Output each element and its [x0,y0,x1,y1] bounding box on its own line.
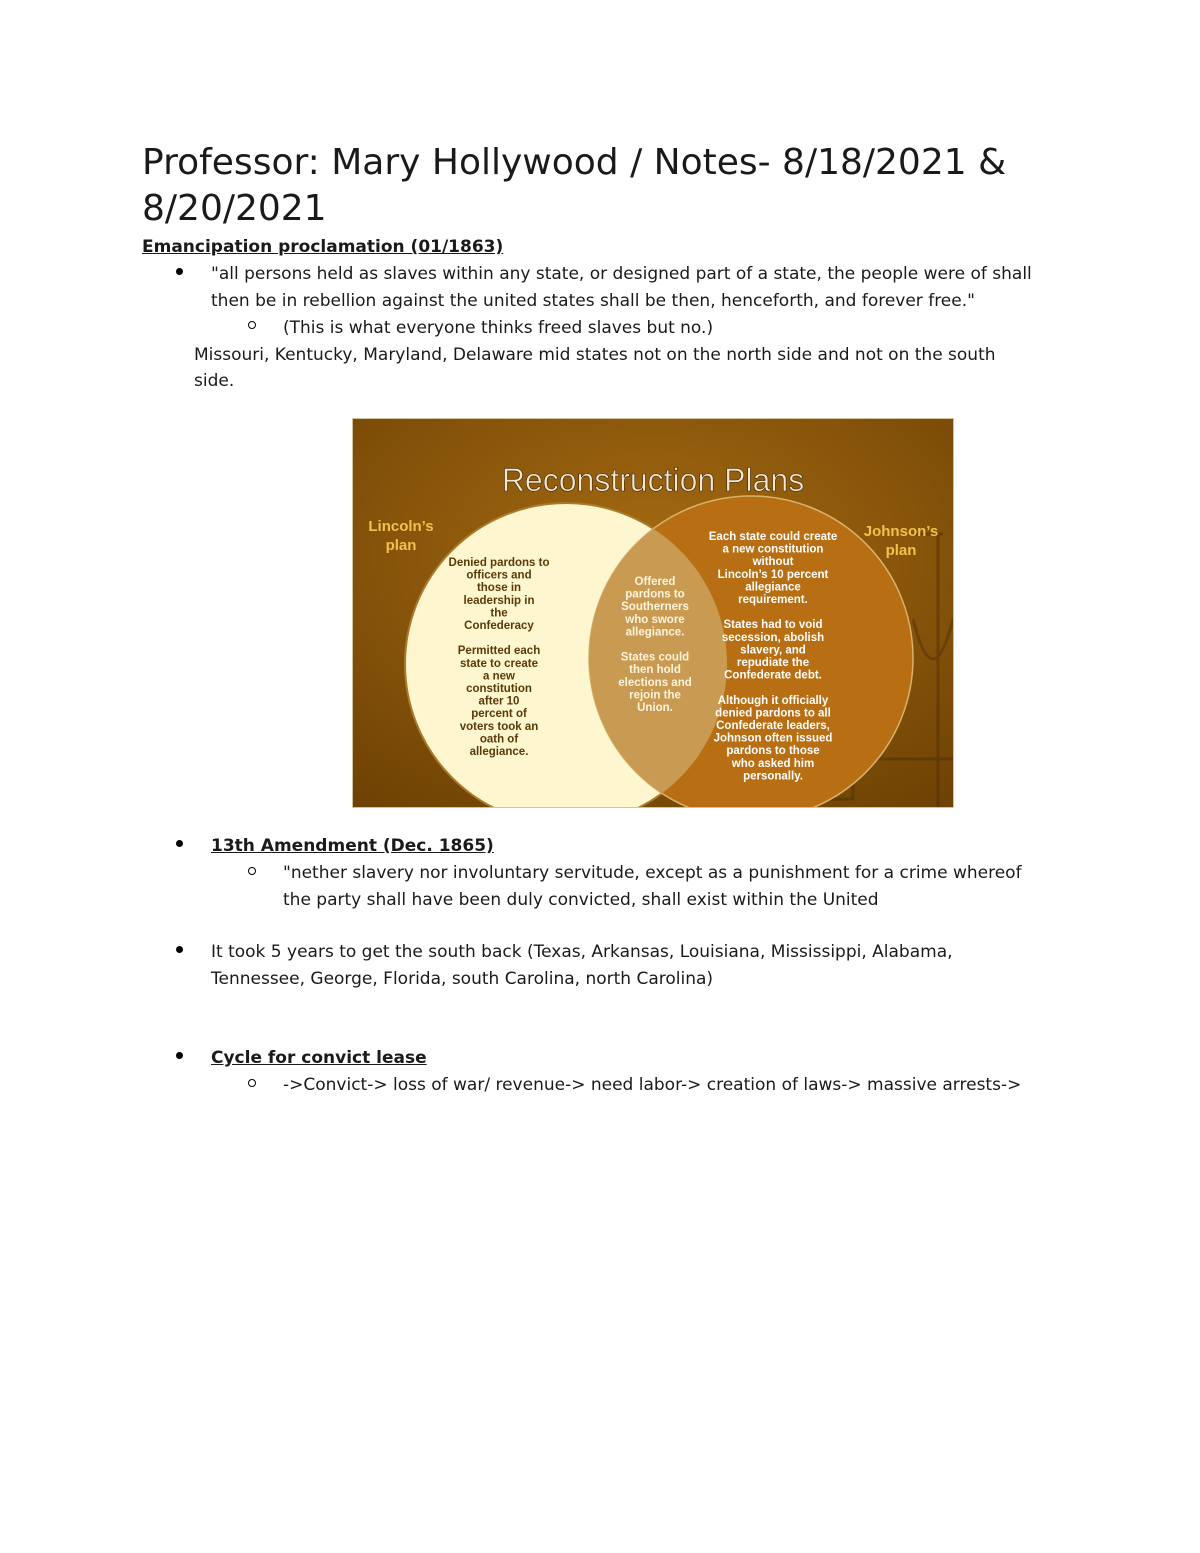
lincoln-plan-text-line: voters took an [459,720,539,733]
lincoln-plan-text-line: Denied pardons to [448,557,550,569]
johnson-plan-text-line: a new constitution [722,543,824,556]
lincoln-plan-text-line: officers and [466,569,532,582]
overlap-plan-text-line: allegiance. [625,626,685,639]
johnson-plan-text-line: without [752,556,794,569]
bullet-icon [176,1052,183,1059]
overlap-plan-text-line: pardons to [625,588,685,601]
lincoln-plan-text-line: the [490,607,508,620]
johnson-plan-text-line: Confederate debt. [724,669,822,682]
lincoln-plan-text-line: after 10 [478,695,520,708]
johnson-plan-text-line: Although it officially [717,694,829,707]
lincoln-plan-text-line: percent of [471,708,527,721]
bullet-icon [176,946,183,953]
johnson-plan-text-line: denied pardons to all [715,707,831,720]
lincoln-plan-text-line: Permitted each [457,645,541,658]
johnson-plan-text-line: who asked him [731,757,815,770]
bullet-icon [176,268,183,275]
johnson-plan-text-line: Confederate leaders, [716,720,830,732]
overlap-plan-text-line: then hold [629,664,681,677]
lincoln-label-line-2: plan [385,537,417,554]
sub-bullet-icon [248,321,256,329]
emancipation-sub-note: (This is what everyone thinks freed slaves but no.) [283,318,714,338]
sub-bullet-icon [248,1079,256,1087]
amendment-heading: 13th Amendment (Dec. 1865) [211,836,494,856]
johnson-label-line-2: plan [885,542,917,559]
lincoln-label-line-1: Lincoln’s [368,518,434,535]
johnson-plan-text-line: States had to void [723,619,823,632]
lincoln-plan-text-line: Confederacy [464,620,534,632]
johnson-plan-text-line: repudiate the [736,657,810,669]
overlap-plan-text-line: rejoin the [629,689,681,702]
emancipation-heading: Emancipation proclamation (01/1863) [142,237,504,257]
south-return-line-1: It took 5 years to get the south back (Texas, Arkansas, Louisiana, Mississippi, Alabama, [211,942,953,962]
border-states-line-1: Missouri, Kentucky, Maryland, Delaware mid states not on the north side and not on the south [194,345,996,365]
overlap-plan-text-line: who swore [625,613,685,626]
lincoln-plan-text-line: oath of [479,733,519,746]
johnson-plan-text-line: requirement. [738,594,808,606]
lincoln-plan-text-line: those in [476,582,522,595]
emancipation-quote-line-2: then be in rebellion against the united states shall be then, henceforth, and forever free." [211,291,975,311]
sub-bullet-icon [248,867,256,875]
bullet-icon [176,840,183,847]
emancipation-quote-line-1: "all persons held as slaves within any state, or designed part of a state, the people were of shall [211,264,1032,284]
overlap-plan-text-line: Union. [637,702,673,714]
lincoln-plan-text-line: constitution [466,683,532,695]
reconstruction-venn-diagram [353,419,953,807]
overlap-plan-text-line: elections and [618,676,692,689]
lincoln-plan-text-line: state to create [460,657,538,670]
lincoln-plan-text-line: a new [483,670,515,683]
convict-lease-cycle: ->Convict-> loss of war/ revenue-> need labor-> creation of laws-> massive arrests-> [283,1075,1022,1095]
johnson-plan-text-line: Lincoln’s 10 percent [717,568,829,581]
convict-lease-heading: Cycle for convict lease [211,1048,427,1068]
johnson-plan-text-line: personally. [743,770,803,783]
overlap-plan-text-line: Offered [634,576,676,588]
johnson-plan-text-line: pardons to those [726,745,820,758]
figure-title: Reconstruction Plans [501,462,805,498]
amendment-quote-line-2: the party shall have been duly convicted, shall exist within the United [283,890,879,910]
johnson-plan-text-line: slavery, and [740,644,806,657]
lincoln-plan-text-line: allegiance. [469,746,529,758]
reconstruction-plans-figure [352,418,954,808]
johnson-label-line-1: Johnson’s [863,523,939,540]
johnson-plan-text-line: Each state could create [708,531,838,543]
border-states-line-2: side. [194,371,235,391]
johnson-plan-text-line: secession, abolish [721,631,825,644]
lincoln-plan-text-line: leadership in [463,594,535,607]
south-return-line-2: Tennessee, George, Florida, south Carolina, north Carolina) [211,969,714,989]
johnson-plan-text-line: allegiance [745,581,801,594]
overlap-plan-text-line: Southerners [621,601,689,614]
overlap-plan-text-line: States could [620,651,690,664]
page-title: Professor: Mary Hollywood / Notes- 8/18/2021 & 8/20/2021 [142,142,1007,229]
amendment-quote-line-1: "nether slavery nor involuntary servitude, except as a punishment for a crime whereof [283,863,1022,883]
johnson-plan-text-line: Johnson often issued [713,732,833,745]
